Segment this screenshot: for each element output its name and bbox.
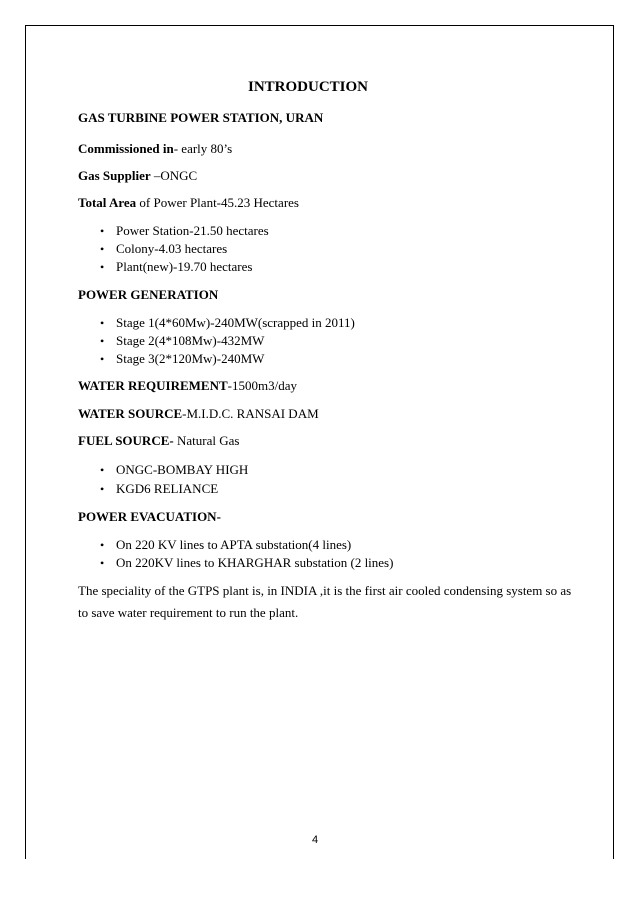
list-item-text: Plant(new)-19.70 hectares: [116, 259, 253, 274]
list-item-text: Power Station-21.50 hectares: [116, 223, 269, 238]
gas-supplier-line: [78, 168, 197, 184]
station-name: GAS TURBINE POWER STATION, URAN: [78, 110, 324, 125]
power-generation-heading: POWER GENERATION: [78, 287, 219, 302]
commissioned-line: [78, 141, 232, 157]
list-item: [100, 315, 355, 331]
water-source-line: [78, 406, 319, 422]
list-item-text: Stage 2(4*108Mw)-432MW: [116, 333, 265, 348]
bullet-icon: •: [100, 334, 105, 348]
fuel-source-label: FUEL SOURCE-: [78, 433, 174, 448]
water-requirement-label: WATER REQUIREMENT: [78, 378, 228, 393]
list-item-text: KGD6 RELIANCE: [116, 481, 219, 496]
list-item-text: Colony-4.03 hectares: [116, 241, 228, 256]
list-item-text: Stage 3(2*120Mw)-240MW: [116, 351, 265, 366]
commissioned-value: - early 80’s: [173, 141, 233, 156]
list-item-text: On 220KV lines to KHARGHAR substation (2 lines): [116, 555, 394, 570]
bullet-icon: •: [100, 242, 105, 256]
list-item: [100, 555, 393, 571]
list-item: [100, 351, 264, 367]
list-item-text: Stage 1(4*60Mw)-240MW(scrapped in 2011): [116, 315, 355, 330]
list-item: [100, 537, 351, 553]
gas-supplier-value: –ONGC: [150, 168, 198, 183]
list-item-text: On 220 KV lines to APTA substation(4 lines): [116, 537, 352, 552]
list-item: [100, 241, 227, 257]
list-item: [100, 462, 248, 478]
commissioned-label: Commissioned in: [78, 141, 174, 156]
bullet-icon: •: [100, 316, 105, 330]
page-title: INTRODUCTION: [248, 79, 369, 95]
gas-supplier-label: Gas Supplier: [78, 168, 151, 183]
bullet-icon: •: [100, 224, 105, 238]
list-item: [100, 259, 252, 275]
fuel-source-line: [78, 433, 239, 449]
list-item: [100, 223, 269, 239]
bullet-icon: •: [100, 463, 105, 477]
fuel-source-value: Natural Gas: [173, 433, 240, 448]
water-requirement-line: [78, 378, 297, 394]
bullet-icon: •: [100, 352, 105, 366]
water-requirement-value: -1500m3/day: [227, 378, 297, 393]
speciality-paragraph: The speciality of the GTPS plant is, in INDIA ,it is the first air cooled condensing system so as to save water requirement to run the plant.: [78, 583, 572, 620]
list-item: [100, 333, 264, 349]
bullet-icon: •: [100, 482, 105, 496]
bullet-icon: •: [100, 556, 105, 570]
water-source-value: -M.I.D.C. RANSAI DAM: [182, 406, 319, 421]
list-item-text: ONGC-BOMBAY HIGH: [116, 462, 249, 477]
total-area-value: of Power Plant-45.23 Hectares: [136, 195, 299, 210]
list-item: [100, 481, 218, 497]
bullet-icon: •: [100, 260, 105, 274]
page-number: 4: [312, 834, 319, 846]
bullet-icon: •: [100, 538, 105, 552]
water-source-label: WATER SOURCE: [78, 406, 183, 421]
power-evacuation-heading: POWER EVACUATION-: [78, 509, 221, 524]
total-area-label: Total Area: [78, 195, 137, 210]
total-area-line: [78, 195, 299, 211]
